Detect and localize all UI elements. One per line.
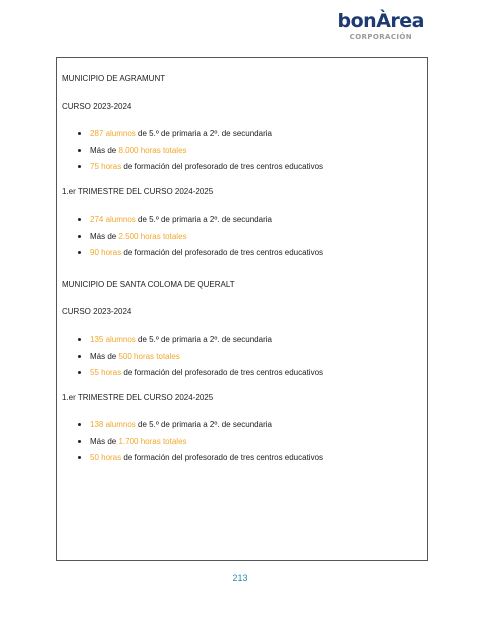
highlight-value: 287 alumnos [90, 129, 136, 138]
list-item [57, 352, 323, 369]
highlight-value: 1.700 horas totales [118, 436, 187, 446]
highlight-value: 274 alumnos [90, 215, 136, 224]
highlight-value: 90 horas [90, 248, 122, 257]
bullet-list [57, 335, 323, 385]
list-item [57, 146, 323, 163]
item-text: de 5.º de primaria a 2º. de secundaria [135, 215, 272, 224]
list-item [57, 129, 323, 146]
period-heading: CURSO 2023-2024 [62, 307, 132, 316]
list-item [57, 420, 323, 437]
list-item [57, 368, 323, 385]
bullet-list [57, 215, 323, 265]
municipality-heading: MUNICIPIO DE AGRAMUNT [62, 74, 166, 83]
item-text: de formación del profesorado de tres centros educativos [121, 453, 324, 462]
list-item [57, 335, 323, 352]
highlight-value: 8.000 horas totales [118, 145, 187, 155]
period-heading: 1.er TRIMESTRE DEL CURSO 2024-2025 [62, 393, 214, 402]
logo-subtitle: CORPORACIÓN [349, 33, 412, 41]
item-prefix: Más de [90, 145, 119, 155]
item-text: de formación del profesorado de tres centros educativos [121, 248, 324, 257]
list-item [57, 453, 323, 470]
list-item [57, 437, 323, 454]
item-text: de 5.º de primaria a 2º. de secundaria [135, 129, 272, 138]
list-item [57, 215, 323, 232]
item-text: de 5.º de primaria a 2º. de secundaria [135, 335, 272, 344]
item-prefix: Más de [90, 436, 119, 446]
period-heading: CURSO 2023-2024 [62, 102, 132, 111]
bullet-list [57, 420, 323, 470]
highlight-value: 50 horas [90, 453, 122, 462]
item-text: de 5.º de primaria a 2º. de secundaria [135, 420, 272, 429]
content-frame [56, 57, 428, 561]
period-heading: 1.er TRIMESTRE DEL CURSO 2024-2025 [62, 187, 214, 196]
bonarea-logo [328, 10, 424, 46]
highlight-value: 500 horas totales [118, 351, 180, 361]
list-item [57, 162, 323, 179]
municipality-heading: MUNICIPIO DE SANTA COLOMA DE QUERALT [62, 280, 235, 289]
item-text: de formación del profesorado de tres centros educativos [121, 162, 324, 171]
bullet-list [57, 129, 323, 179]
list-item [57, 232, 323, 249]
highlight-value: 55 horas [90, 368, 122, 377]
logo-wordmark: bonÀrea [337, 10, 424, 32]
highlight-value: 2.500 horas totales [118, 231, 187, 241]
highlight-value: 135 alumnos [90, 335, 136, 344]
item-text: de formación del profesorado de tres centros educativos [121, 368, 324, 377]
list-item [57, 248, 323, 265]
item-prefix: Más de [90, 351, 119, 361]
item-prefix: Más de [90, 231, 119, 241]
page-number: 213 [232, 573, 248, 583]
highlight-value: 75 horas [90, 162, 122, 171]
highlight-value: 138 alumnos [90, 420, 136, 429]
